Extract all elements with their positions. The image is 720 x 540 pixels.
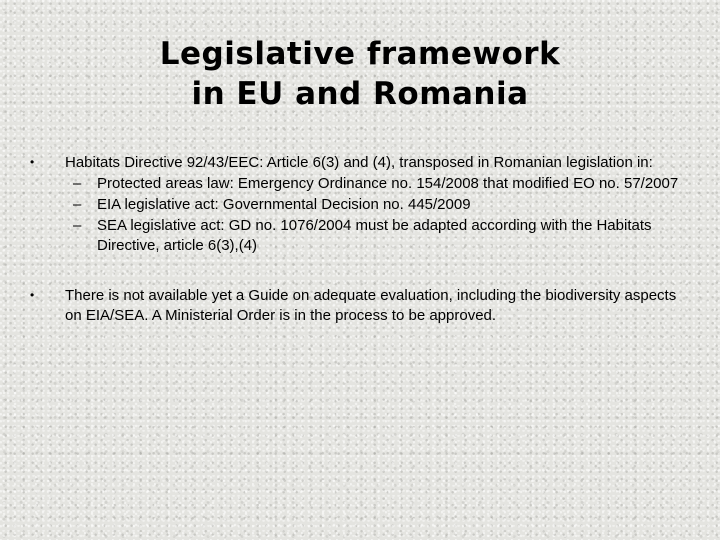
bullet-text: Habitats Directive 92/43/EEC: Article 6(3) and (4), transposed in Romanian legislation in: xyxy=(65,154,653,171)
slide-title-line-1: Legislative framework xyxy=(159,36,561,72)
bullet-icon: • xyxy=(30,155,35,169)
bullet-item xyxy=(30,153,695,255)
bullet-item xyxy=(30,286,695,325)
sub-item xyxy=(65,174,695,194)
sub-item-text: Protected areas law: Emergency Ordinance no. 154/2008 that modified EO no. 57/2007 xyxy=(97,175,679,192)
slide-title xyxy=(0,34,720,114)
sub-item xyxy=(65,195,695,215)
dash-icon: – xyxy=(73,196,82,213)
dash-icon: – xyxy=(73,217,82,234)
bullet-text: There is not available yet a Guide on adequate evaluation, including the biodiversity aspects on EIA/SEA. A Ministerial Order is in the process to be approved. xyxy=(65,287,677,324)
sub-item xyxy=(65,216,695,255)
dash-icon: – xyxy=(73,175,82,192)
slide-body xyxy=(30,153,695,325)
sub-item-text: EIA legislative act: Governmental Decision no. 445/2009 xyxy=(97,196,471,213)
sub-item-text: SEA legislative act: GD no. 1076/2004 must be adapted according with the Habitats Directive, article 6(3),(4) xyxy=(97,217,652,254)
bullet-icon: • xyxy=(30,288,35,302)
slide-title-line-2: in EU and Romania xyxy=(191,76,529,112)
